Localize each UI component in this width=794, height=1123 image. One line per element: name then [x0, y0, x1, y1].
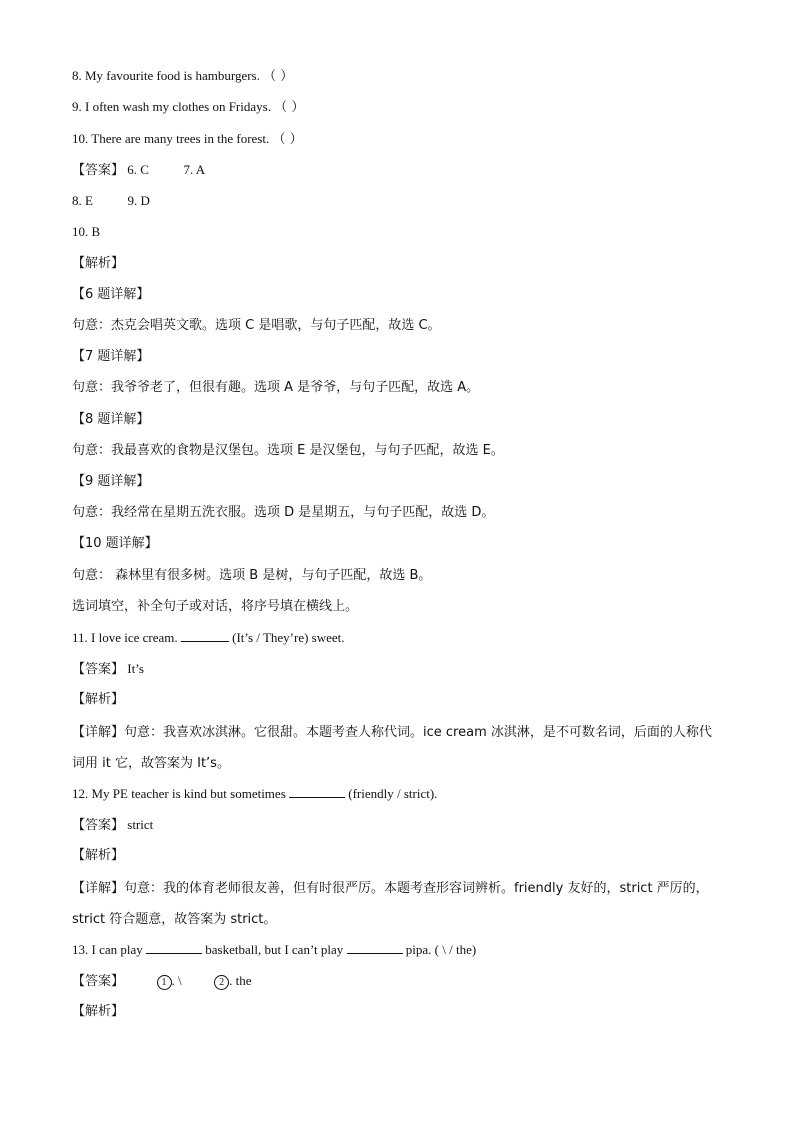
- question-10-text: 10. There are many trees in the forest.: [72, 131, 270, 146]
- answer-blank: [181, 629, 229, 642]
- q12-analysis-label: 【解析】: [72, 848, 125, 863]
- detail-label: 【详解】: [72, 725, 125, 740]
- question-12-post: (friendly / strict).: [348, 786, 438, 801]
- question-12-pre: 12. My PE teacher is kind but sometimes: [72, 786, 286, 801]
- question-11-post: (It’s / They’re) sweet.: [232, 630, 345, 645]
- circled-number-1: 1: [157, 975, 172, 990]
- q12-answer: [72, 816, 722, 835]
- question-13-pre: 13. I can play: [72, 942, 143, 957]
- answer-6: 6. C: [127, 162, 149, 177]
- detail-6-body: 句意：杰克会唱英文歌。选项 C 是唱歌，与句子匹配，故选 C。: [72, 318, 441, 333]
- q13-answer-2: . the: [229, 973, 252, 988]
- question-9: [72, 98, 722, 117]
- analysis-label: 【解析】: [72, 256, 125, 271]
- answer-bracket: （ ）: [272, 132, 303, 147]
- detail-8-head: 【8 题详解】: [72, 412, 150, 427]
- detail-10-body: 句意： 森林里有很多树。选项 B 是树，与句子匹配，故选 B。: [72, 568, 432, 583]
- question-13-post: pipa. ( \ / the): [405, 942, 477, 957]
- q11-detail-text: 句意：我喜欢冰淇淋。它很甜。本题考查人称代词。ice cream 冰淇淋，是不可数名词，后面的人称代词用 it 它，故答案为 It’s。: [72, 725, 712, 771]
- question-8: [72, 67, 722, 86]
- detail-label: 【详解】: [72, 881, 125, 896]
- answer-blank: [289, 785, 345, 798]
- answer-label: 【答案】: [72, 662, 125, 677]
- q12-answer-value: strict: [127, 817, 154, 832]
- question-11-pre: 11. I love ice cream.: [72, 630, 178, 645]
- q12-detail: [72, 873, 722, 935]
- detail-8-body: 句意：我最喜欢的食物是汉堡包。选项 E 是汉堡包，与句子匹配，故选 E。: [72, 443, 504, 458]
- answer-10: 10. B: [72, 224, 101, 239]
- answer-blank: [146, 941, 202, 954]
- answer-7: 7. A: [183, 162, 206, 177]
- question-13-mid: basketball, but I can’t play: [205, 942, 344, 957]
- detail-9-body: 句意：我经常在星期五洗衣服。选项 D 是星期五，与句子匹配，故选 D。: [72, 505, 495, 520]
- answer-9: 9. D: [127, 193, 150, 208]
- q11-answer-value: It’s: [127, 661, 144, 676]
- detail-7-head: 【7 题详解】: [72, 349, 150, 364]
- q13-answer-1: . \: [171, 973, 182, 988]
- q11-answer: [72, 660, 722, 679]
- q11-detail: [72, 717, 722, 779]
- answer-8: 8. E: [72, 193, 93, 208]
- detail-9-head: 【9 题详解】: [72, 474, 150, 489]
- answer-line-3: [72, 223, 722, 241]
- detail-7-body: 句意：我爷爷老了，但很有趣。选项 A 是爷爷，与句子匹配，故选 A。: [72, 380, 480, 395]
- answer-label: 【答案】: [72, 163, 125, 178]
- q13-analysis-label: 【解析】: [72, 1004, 125, 1019]
- q13-answer: [72, 972, 722, 991]
- question-9-text: 9. I often wash my clothes on Fridays.: [72, 99, 271, 114]
- detail-6-head: 【6 题详解】: [72, 287, 150, 302]
- answer-line-2: [72, 192, 722, 210]
- answer-blank: [347, 941, 403, 954]
- question-12: [72, 785, 722, 803]
- q12-detail-text: 句意：我的体育老师很友善，但有时很严厉。本题考查形容词辨析。friendly 友好的，strict 严厉的，strict 符合题意，故答案为 strict。: [72, 881, 709, 927]
- answer-label: 【答案】: [72, 974, 125, 989]
- section-instruction: 选词填空，补全句子或对话，将序号填在横线上。: [72, 599, 359, 614]
- question-10: [72, 130, 722, 149]
- question-13: [72, 941, 722, 959]
- q11-analysis-label: 【解析】: [72, 692, 125, 707]
- circled-number-2: 2: [214, 975, 229, 990]
- question-8-text: 8. My favourite food is hamburgers.: [72, 68, 260, 83]
- answer-label: 【答案】: [72, 818, 125, 833]
- detail-10-head: 【10 题详解】: [72, 536, 158, 551]
- answer-line-1: [72, 161, 722, 180]
- answer-bracket: （ ）: [274, 100, 305, 115]
- question-11: [72, 629, 722, 647]
- answer-bracket: （ ）: [263, 69, 294, 84]
